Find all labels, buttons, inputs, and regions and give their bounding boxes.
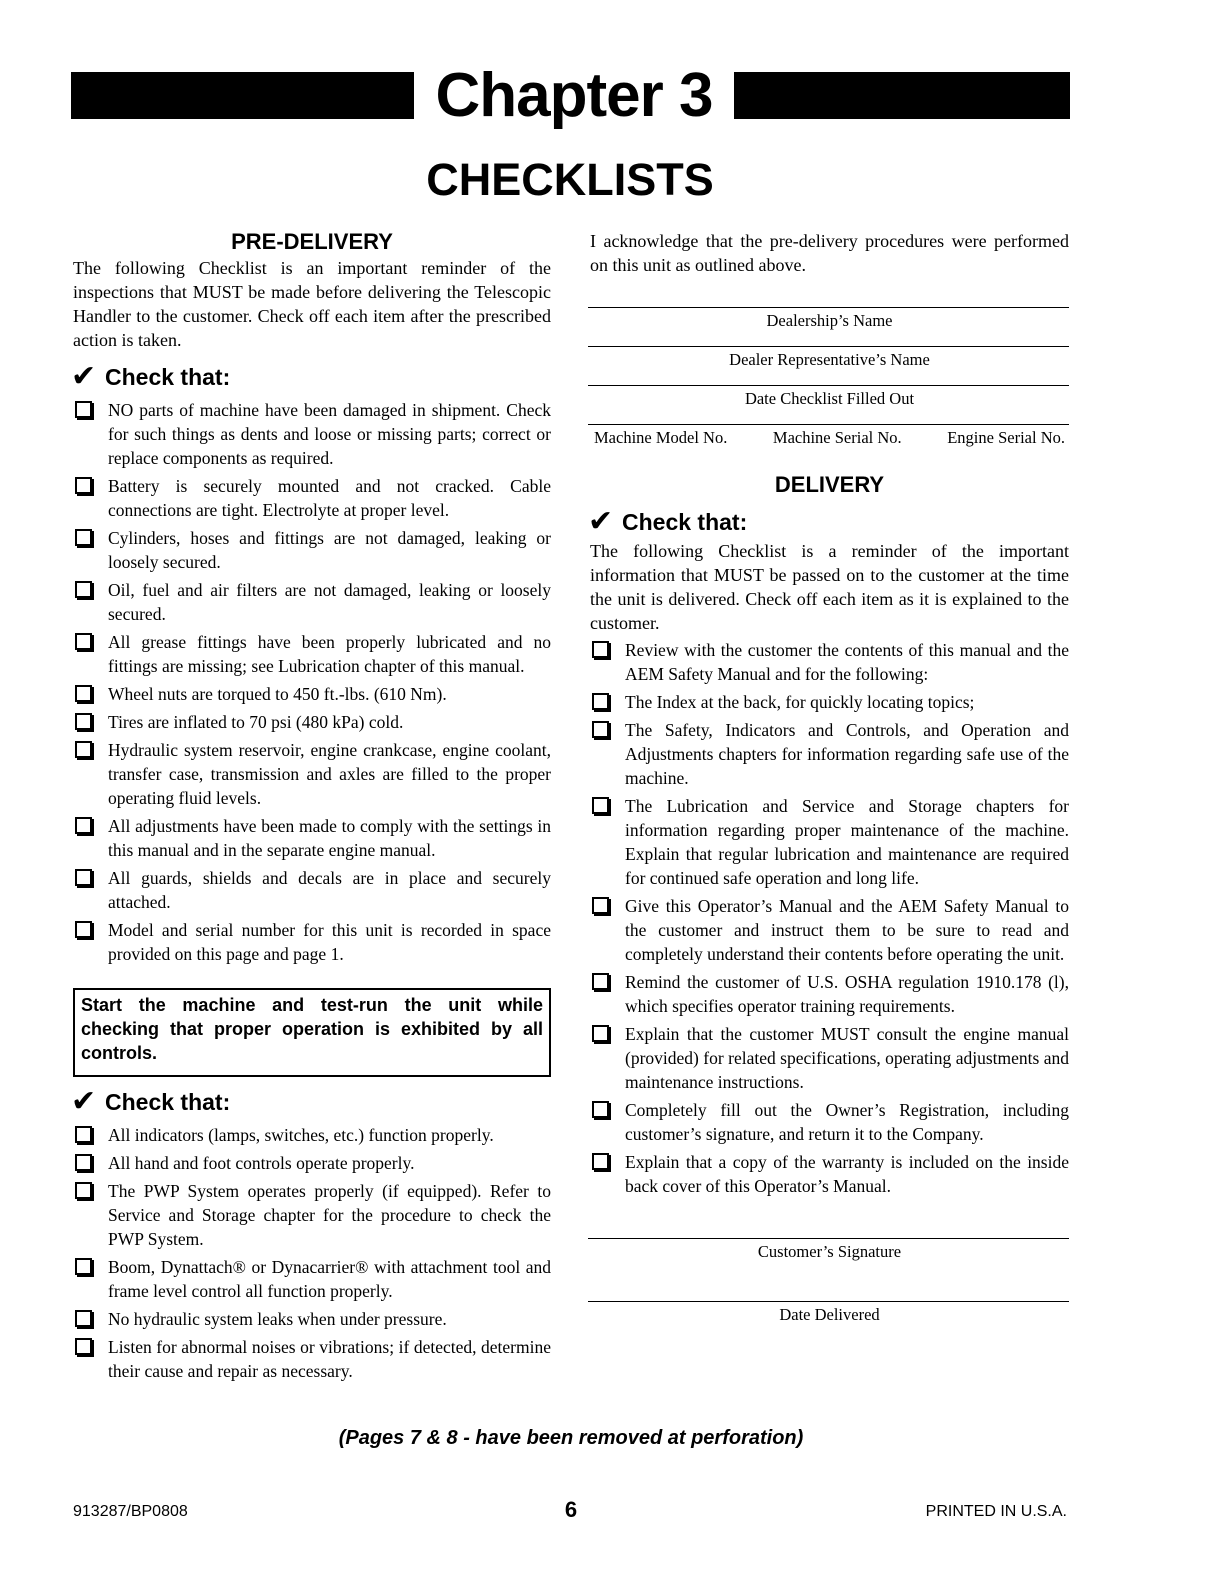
- checkbox-icon[interactable]: [75, 1310, 92, 1327]
- checklist-item: Hydraulic system reservoir, engine crankcase, engine coolant, transfer case, transmission and axles are filled to the proper operating fluid levels.: [73, 738, 551, 810]
- checkmark-icon: ✔: [588, 505, 614, 538]
- machine-serial-label: Machine Serial No.: [772, 428, 902, 447]
- checkmark-icon: ✔: [71, 360, 97, 393]
- right-column: [590, 228, 1069, 1326]
- checklist-item: All hand and foot controls operate properly.: [73, 1151, 551, 1175]
- page-number: 6: [564, 1497, 578, 1522]
- left-column: [73, 228, 551, 1387]
- checkbox-icon[interactable]: [75, 633, 92, 650]
- checkbox-icon[interactable]: [75, 529, 92, 546]
- check-that-label: Check that:: [105, 364, 231, 390]
- checkbox-icon[interactable]: [592, 1101, 609, 1118]
- chapter-bar-right: [734, 72, 1070, 119]
- checkbox-icon[interactable]: [75, 921, 92, 938]
- checklist-item: Oil, fuel and air filters are not damaged, leaking or loosely secured.: [73, 578, 551, 626]
- test-run-callout: Start the machine and test-run the unit while checking that proper operation is exhibited by all controls.: [73, 988, 551, 1077]
- test-run-checklist: [73, 1123, 551, 1383]
- checklist-item: Wheel nuts are torqued to 450 ft.-lbs. (610 Nm).: [73, 682, 551, 706]
- signature-line-dealership[interactable]: [588, 307, 1069, 308]
- checklist-item: Review with the customer the contents of this manual and the AEM Safety Manual and for the following:: [590, 638, 1069, 686]
- checklist-item: Explain that a copy of the warranty is included on the inside back cover of this Operator’s Manual.: [590, 1150, 1069, 1198]
- checklist-item: Listen for abnormal noises or vibrations; if detected, determine their cause and repair as necessary.: [73, 1335, 551, 1383]
- checkbox-icon[interactable]: [75, 1258, 92, 1275]
- document-id: 913287/BP0808: [73, 1503, 188, 1520]
- checklist-item: Cylinders, hoses and fittings are not damaged, leaking or loosely secured.: [73, 526, 551, 574]
- perforation-note: (Pages 7 & 8 - have been removed at perforation): [338, 1427, 804, 1449]
- pre-delivery-checklist: [73, 398, 551, 966]
- dealer-representative-label: Dealer Representative’s Name: [729, 350, 930, 369]
- check-that-label: Check that:: [622, 509, 748, 535]
- checklist-item: All grease fittings have been properly lubricated and no fittings are missing; see Lubrication chapter of this manual.: [73, 630, 551, 678]
- customer-signature-label: Customer’s Signature: [757, 1242, 902, 1261]
- checkbox-icon[interactable]: [592, 897, 609, 914]
- signature-line-representative[interactable]: [588, 346, 1069, 347]
- acknowledgement-text: I acknowledge that the pre-delivery procedures were performed on this unit as outlined above.: [590, 231, 1069, 275]
- checkbox-icon[interactable]: [592, 1153, 609, 1170]
- checklist-item: The Lubrication and Service and Storage chapters for information regarding proper maintenance of the machine. Explain that regular lubrication and maintenance are required for continued safe operation and long life.: [590, 794, 1069, 890]
- signature-line-date-checklist[interactable]: [588, 385, 1069, 386]
- checkbox-icon[interactable]: [592, 973, 609, 990]
- checklist-item: The Index at the back, for quickly locating topics;: [590, 690, 1069, 714]
- machine-model-label: Machine Model No.: [594, 428, 728, 447]
- checklist-item: Tires are inflated to 70 psi (480 kPa) cold.: [73, 710, 551, 734]
- delivery-checklist: [590, 638, 1069, 1198]
- checkbox-icon[interactable]: [75, 401, 92, 418]
- serial-number-labels: [590, 427, 1069, 449]
- checklist-item: The Safety, Indicators and Controls, and Operation and Adjustments chapters for information regarding safe use of the machine.: [590, 718, 1069, 790]
- checkbox-icon[interactable]: [75, 713, 92, 730]
- dealership-name-label: Dealership’s Name: [766, 311, 893, 330]
- checklist-item: The PWP System operates properly (if equipped). Refer to Service and Storage chapter for the procedure to check the PWP System.: [73, 1179, 551, 1251]
- page-title: CHECKLISTS: [426, 154, 714, 205]
- checkbox-icon[interactable]: [75, 477, 92, 494]
- checkbox-icon[interactable]: [75, 1338, 92, 1355]
- check-that-heading-2: [71, 1087, 551, 1117]
- checkbox-icon[interactable]: [592, 797, 609, 814]
- checkbox-icon[interactable]: [75, 1126, 92, 1143]
- checklist-item: Model and serial number for this unit is recorded in space provided on this page and page 1.: [73, 918, 551, 966]
- printed-in-label: PRINTED IN U.S.A.: [925, 1503, 1067, 1520]
- pre-delivery-heading: PRE-DELIVERY: [231, 229, 393, 254]
- checkbox-icon[interactable]: [75, 1182, 92, 1199]
- signature-line-date-delivered[interactable]: [588, 1301, 1069, 1302]
- checklist-item: Remind the customer of U.S. OSHA regulation 1910.178 (l), which specifies operator training requirements.: [590, 970, 1069, 1018]
- checklist-item: No hydraulic system leaks when under pressure.: [73, 1307, 551, 1331]
- check-that-heading-1: [71, 362, 551, 392]
- checklist-item: NO parts of machine have been damaged in shipment. Check for such things as dents and loose or missing parts; correct or replace components as required.: [73, 398, 551, 470]
- checklist-item: All indicators (lamps, switches, etc.) function properly.: [73, 1123, 551, 1147]
- engine-serial-label: Engine Serial No.: [947, 428, 1065, 447]
- checkbox-icon[interactable]: [75, 817, 92, 834]
- check-that-heading-3: [588, 507, 1069, 537]
- checklist-item: All adjustments have been made to comply with the settings in this manual and in the separate engine manual.: [73, 814, 551, 862]
- checklist-item: Completely fill out the Owner’s Registration, including customer’s signature, and return it to the Company.: [590, 1098, 1069, 1146]
- checklist-item: Explain that the customer MUST consult the engine manual (provided) for related specifications, operating adjustments and maintenance instructions.: [590, 1022, 1069, 1094]
- signature-line-customer[interactable]: [588, 1238, 1069, 1239]
- delivery-heading: DELIVERY: [774, 472, 885, 497]
- checkbox-icon[interactable]: [75, 1154, 92, 1171]
- checklist-item: All guards, shields and decals are in place and securely attached.: [73, 866, 551, 914]
- chapter-title: Chapter 3: [435, 61, 713, 130]
- chapter-bar-left: [71, 72, 414, 119]
- pre-delivery-intro: The following Checklist is an important reminder of the inspections that MUST be made before delivering the Telescopic Handler to the customer. Check off each item after the prescribed action is taken.: [73, 258, 551, 350]
- checklist-item: Give this Operator’s Manual and the AEM Safety Manual to the customer and instruct them to be sure to read and completely understand their contents before operating the unit.: [590, 894, 1069, 966]
- checkbox-icon[interactable]: [75, 685, 92, 702]
- checkbox-icon[interactable]: [592, 693, 609, 710]
- checkbox-icon[interactable]: [75, 869, 92, 886]
- checkbox-icon[interactable]: [592, 641, 609, 658]
- delivery-intro: The following Checklist is a reminder of the important information that MUST be passed on to the customer at the time the unit is delivered. Check off each item as it is explained to the customer.: [590, 541, 1069, 633]
- checklist-item: Boom, Dynattach® or Dynacarrier® with attachment tool and frame level control all function properly.: [73, 1255, 551, 1303]
- signature-line-serials[interactable]: [588, 424, 1069, 425]
- checkbox-icon[interactable]: [592, 721, 609, 738]
- checkbox-icon[interactable]: [592, 1025, 609, 1042]
- date-checklist-label: Date Checklist Filled Out: [744, 389, 915, 408]
- checkbox-icon[interactable]: [75, 581, 92, 598]
- checkmark-icon: ✔: [71, 1085, 97, 1118]
- check-that-label: Check that:: [105, 1089, 231, 1115]
- checklist-item: Battery is securely mounted and not cracked. Cable connections are tight. Electrolyte at proper level.: [73, 474, 551, 522]
- date-delivered-label: Date Delivered: [779, 1305, 880, 1324]
- checkbox-icon[interactable]: [75, 741, 92, 758]
